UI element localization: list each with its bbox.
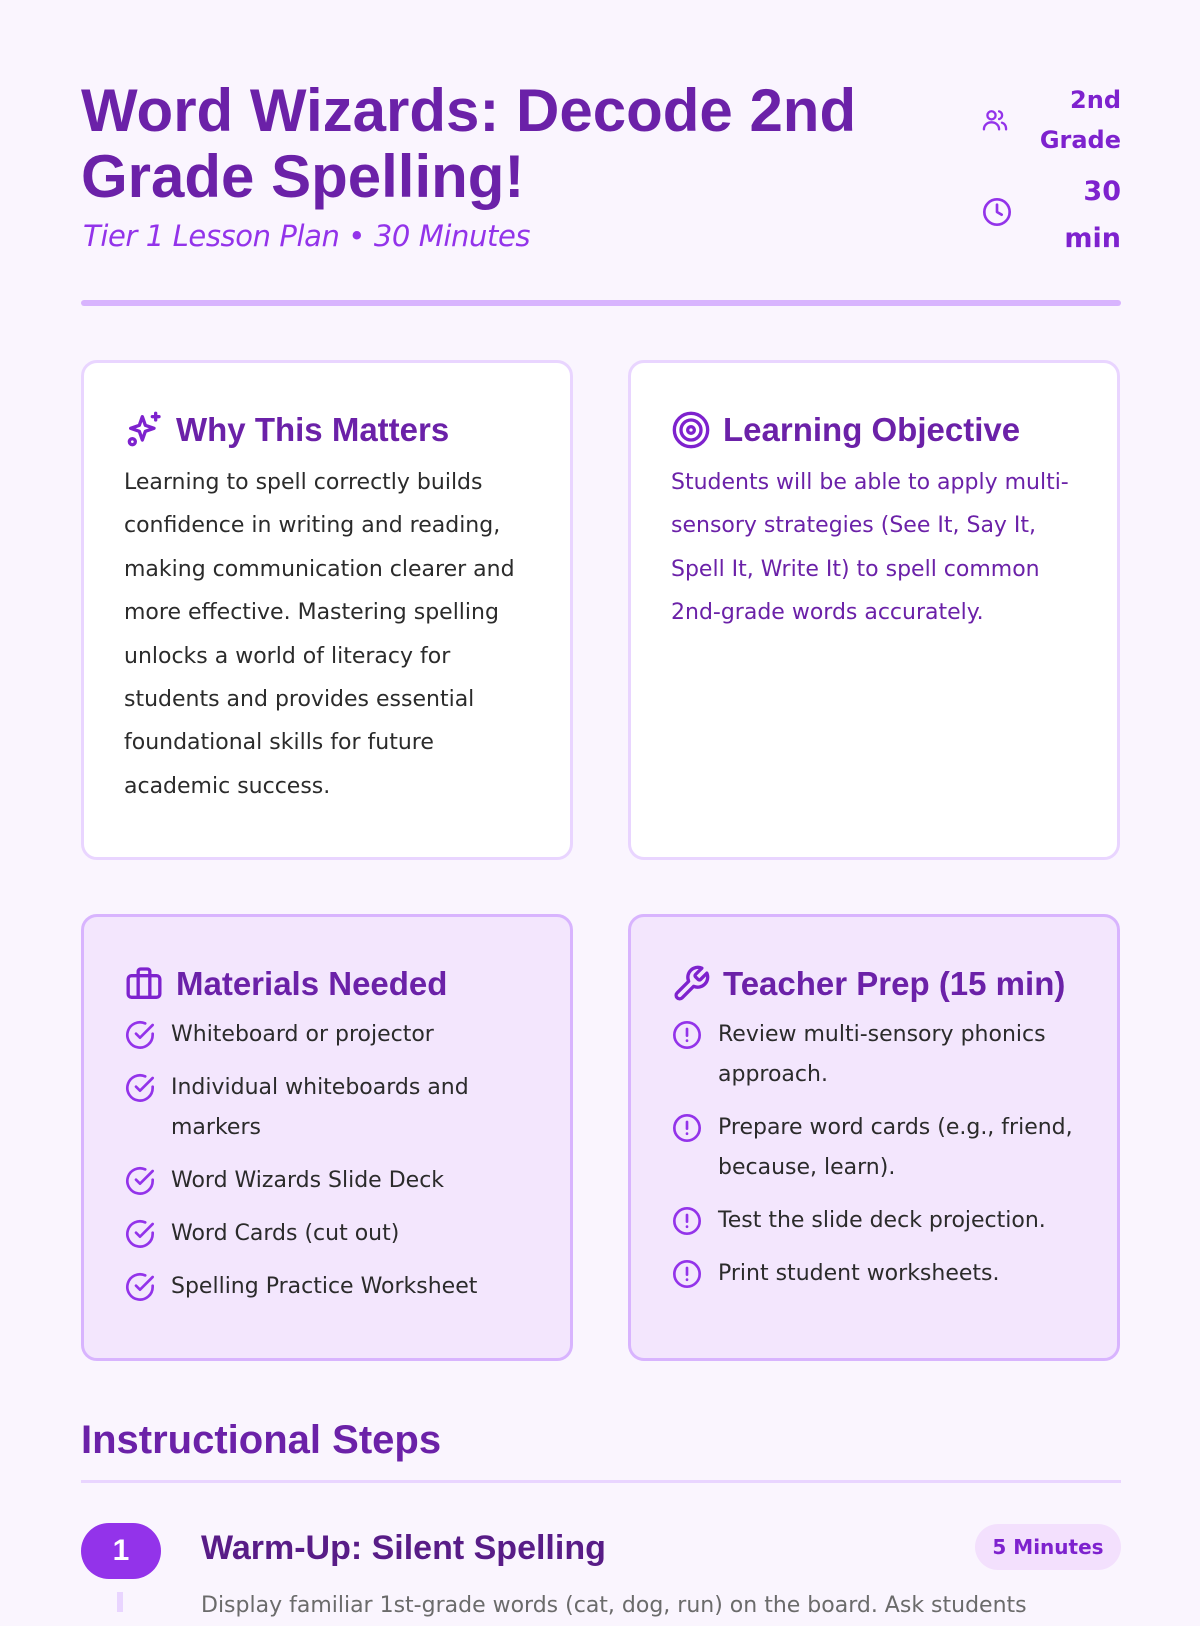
list-item bbox=[671, 1015, 1077, 1095]
step-description: Display familiar 1st-grade words (cat, dog, run) on the board. Ask students bbox=[201, 1593, 1027, 1618]
card-title: Why This Matters bbox=[176, 411, 450, 448]
list-item bbox=[124, 1267, 530, 1307]
material-item: Spelling Practice Worksheet bbox=[171, 1274, 478, 1299]
objective-body: Students will be able to apply multi-sensory strategies (See It, Say It, Spell It, Write It) to spell common 2nd-grade words accurately. bbox=[671, 470, 1069, 626]
prep-item: Test the slide deck projection. bbox=[718, 1208, 1046, 1233]
prep-item: Review multi-sensory phonics approach. bbox=[718, 1022, 1046, 1087]
why-body: Learning to spell correctly builds confidence in writing and reading, making communication clearer and more effective. Mastering spelling unlocks a world of literacy for students and provides essential foundational skills for future academic success. bbox=[124, 470, 515, 799]
step-timeline-line bbox=[117, 1592, 123, 1612]
material-item: Individual whiteboards and markers bbox=[171, 1075, 469, 1140]
card-title: Teacher Prep (15 min) bbox=[723, 965, 1066, 1002]
why-this-matters-card bbox=[81, 360, 573, 860]
prep-item: Prepare word cards (e.g., friend, because, learn). bbox=[718, 1115, 1073, 1180]
step-duration-badge: 5 Minutes bbox=[975, 1524, 1121, 1570]
alert-circle-icon bbox=[671, 1112, 703, 1144]
clock-icon bbox=[981, 196, 1013, 232]
steps-divider bbox=[81, 1480, 1121, 1483]
list-item bbox=[124, 1214, 530, 1254]
check-circle-icon bbox=[124, 1019, 156, 1051]
step-title: Warm-Up: Silent Spelling bbox=[201, 1529, 606, 1567]
list-item bbox=[124, 1068, 530, 1148]
grade-label: Grade bbox=[1039, 126, 1121, 154]
users-icon bbox=[981, 106, 1009, 138]
prep-item: Print student worksheets. bbox=[718, 1261, 1000, 1286]
check-circle-icon bbox=[124, 1271, 156, 1303]
page-title: Word Wizards: Decode 2nd Grade Spelling! bbox=[81, 77, 857, 210]
material-item: Word Wizards Slide Deck bbox=[171, 1168, 445, 1193]
check-circle-icon bbox=[124, 1218, 156, 1250]
list-item bbox=[124, 1015, 530, 1055]
step-number-badge: 1 bbox=[81, 1523, 161, 1579]
target-icon bbox=[671, 410, 711, 450]
grade-number: 2nd bbox=[1070, 86, 1121, 114]
list-item bbox=[124, 1161, 530, 1201]
duration-unit: min bbox=[1064, 223, 1121, 254]
duration-number: 30 bbox=[1083, 176, 1121, 207]
alert-circle-icon bbox=[671, 1205, 703, 1237]
alert-circle-icon bbox=[671, 1258, 703, 1290]
card-title: Materials Needed bbox=[176, 965, 448, 1002]
list-item bbox=[671, 1108, 1077, 1188]
alert-circle-icon bbox=[671, 1019, 703, 1051]
page-subtitle: Tier 1 Lesson Plan • 30 Minutes bbox=[83, 219, 531, 253]
wrench-icon bbox=[671, 964, 711, 1004]
steps-heading: Instructional Steps bbox=[81, 1418, 442, 1462]
header-divider bbox=[81, 300, 1121, 306]
briefcase-icon bbox=[124, 964, 164, 1004]
lesson-header bbox=[81, 0, 1121, 306]
prep-list bbox=[671, 1015, 1077, 1294]
lesson-plan-page bbox=[81, 0, 1121, 1618]
card-title: Learning Objective bbox=[723, 411, 1021, 448]
materials-card bbox=[81, 914, 573, 1361]
material-item: Whiteboard or projector bbox=[171, 1022, 434, 1047]
list-item bbox=[671, 1201, 1077, 1241]
material-item: Word Cards (cut out) bbox=[171, 1221, 400, 1246]
teacher-prep-card bbox=[628, 914, 1120, 1361]
sparkles-icon bbox=[124, 410, 164, 450]
list-item bbox=[671, 1254, 1077, 1294]
learning-objective-card bbox=[628, 360, 1120, 860]
check-circle-icon bbox=[124, 1165, 156, 1197]
materials-list bbox=[124, 1015, 530, 1307]
check-circle-icon bbox=[124, 1072, 156, 1104]
